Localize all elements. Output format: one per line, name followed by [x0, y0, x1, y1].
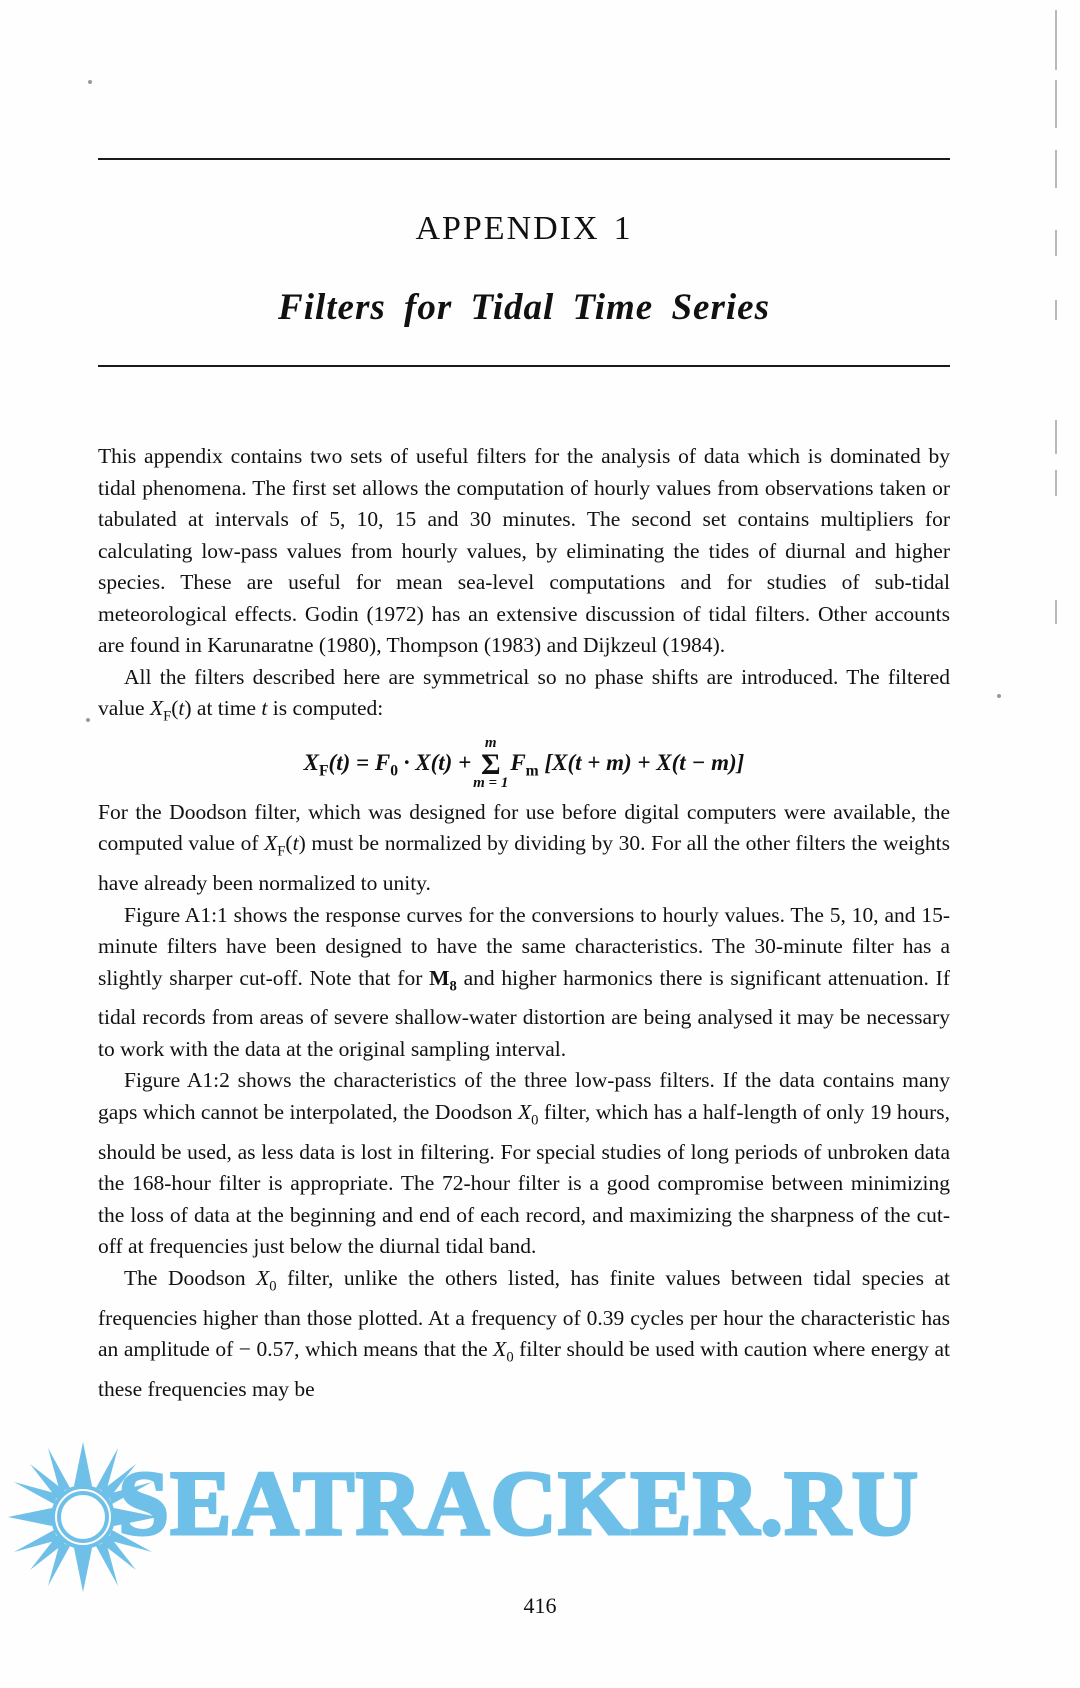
scan-speck: [997, 694, 1001, 698]
appendix-heading: [98, 210, 950, 248]
appendix-label: APPENDIX: [415, 210, 600, 247]
summation-symbol: m Σ m = 1: [481, 749, 501, 781]
chapter-title: Filters for Tidal Time Series: [278, 287, 770, 328]
title-rule-top: [98, 158, 950, 160]
body-text: [98, 441, 950, 1405]
page-content: [98, 0, 950, 1405]
paragraph-4: Figure A1:1 shows the response curves for the conversions to hourly values. The 5, 10, and 15-minute filters have been designed to have the same characteristics. The 30-minute filter has a slightly sharper cut-off. Note that for $M_8$ and higher harmonics there is significant attenuation. If tidal records from areas of severe shallow-water distortion are being analysed it may be necessary to work with the data at the original sampling interval.: [98, 902, 950, 1061]
sun-burst-icon: [8, 1442, 158, 1592]
scan-speck: [86, 718, 90, 722]
page-edge-marks: [1055, 0, 1058, 1688]
equation-lhs: $X_F(t) = F_0 \cdot X(t)$ +: [303, 749, 472, 780]
paragraph-2: All the filters described here are symmetrical so no phase shifts are introduced. The filtered value $X_F(t)$ at time t is computed:: [98, 664, 950, 725]
equation-rhs: $F_m$ [X(t + m) + X(t − m)]: [510, 749, 745, 780]
site-watermark: [0, 1432, 1080, 1612]
appendix-number: 1: [613, 210, 633, 247]
watermark-text: SEATRACKER.RU: [118, 1452, 920, 1554]
scan-speck: [88, 80, 92, 84]
page-number: 416: [523, 1593, 557, 1618]
paragraph-5: Figure A1:2 shows the characteristics of the three low-pass filters. If the data contains many gaps which cannot be interpolated, the Doodson $X_0$ filter, which has a half-length of only 19 hours, should be used, as less data is lost in filtering. For special studies of long periods of unbroken data the 168-hour filter is appropriate. The 72-hour filter is a good compromise between minimizing the loss of data at the beginning and end of each record, and maximizing the sharpness of the cut-off at frequencies just below the diurnal tidal band.: [98, 1068, 950, 1259]
paragraph-3: For the Doodson filter, which was designed for use before digital computers were available, the computed value of $X_F(t)$ must be normalized by dividing by 30. For all the other filters the weights have already been normalized to unity.: [98, 799, 950, 896]
sum-upper-limit: m: [484, 734, 497, 751]
paragraph-6: The Doodson $X_0$ filter, unlike the others listed, has finite values between tidal species at frequencies higher than those plotted. At a frequency of 0.39 cycles per hour the characteristic has an amplitude of − 0.57, which means that the $X_0$ filter should be used with caution where energy at these frequencies may be: [98, 1265, 950, 1401]
sum-lower-limit: m = 1: [473, 774, 509, 791]
title-rule-bottom: [98, 365, 950, 367]
paragraph-1: This appendix contains two sets of useful filters for the analysis of data which is dominated by tidal phenomena. The first set allows the computation of hourly values from observations taken or tabulated at intervals of 5, 10, 15 and 30 minutes. The second set contains multipliers for calculating low-pass values from hourly values, by eliminating the tides of diurnal and higher species. These are useful for mean sea-level computations and for studies of sub-tidal meteorological effects. Godin (1972) has an extensive discussion of tidal filters. Other accounts are found in Karunaratne (1980), Thompson (1983) and Dijkzeul (1984).: [98, 444, 950, 657]
filter-equation: [98, 734, 950, 791]
